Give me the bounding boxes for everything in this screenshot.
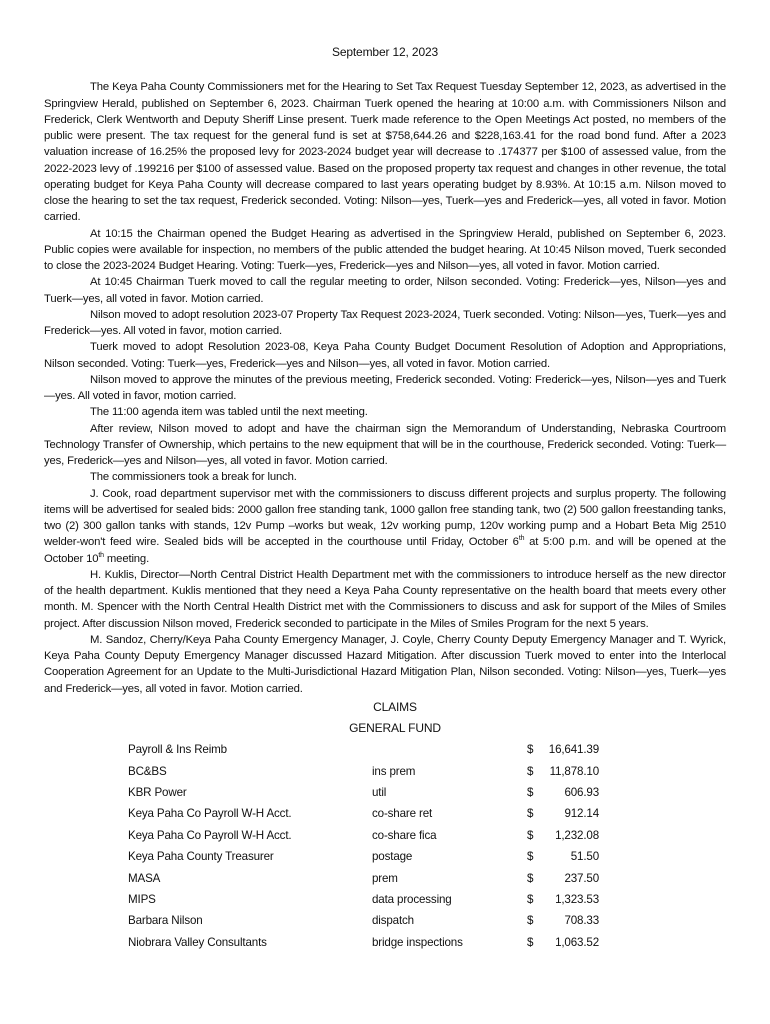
claim-vendor: Keya Paha Co Payroll W-H Acct. — [128, 828, 292, 842]
claim-currency: $ — [527, 828, 534, 842]
paragraph-hazard-mitigation: M. Sandoz, Cherry/Keya Paha County Emergency Manager, J. Coyle, Cherry County Deputy Emergency Manager and T. Wyrick, Keya Paha County Deputy Emergency Manager discussed Hazard Mitigation. After discussion Tuerk moved to enter into the Interlocal Cooperation Agreement for an Update to the Multi-Jurisdictional Hazard Mitigation Plan, Nilson seconded. Voting: Nilson—yes, Tuerk—yes and Frederick—yes, all voted in favor. Motion carried. — [44, 633, 726, 695]
paragraph-resolution-2023-07: Nilson moved to adopt resolution 2023-07 Property Tax Request 2023-2024, Tuerk seconded. Voting: Nilson—yes, Tuerk—yes and Frederick—yes. All voted in favor, motion carried. — [44, 308, 726, 337]
claim-amount: 1,323.53 — [555, 893, 599, 907]
paragraph-minutes: Nilson moved to approve the minutes of the previous meeting, Frederick seconded. Voting: Frederick—yes, Nilson—yes and Tuerk—yes. All voted in favor, motion carried. — [44, 373, 726, 402]
paragraph-surplus-property — [44, 486, 726, 567]
claim-vendor: Niobrara Valley Consultants — [128, 935, 267, 949]
claim-currency: $ — [527, 935, 534, 949]
table-row — [128, 761, 599, 782]
paragraph-resolution-2023-08: Tuerk moved to adopt Resolution 2023-08, Keya Paha County Budget Document Resolution of Adoption and Appropriations, Nilson seconded. Voting: Tuerk—yes, Frederick—yes and Nilson—yes, all voted in favor. Motion carried. — [44, 341, 726, 370]
paragraph-memorandum: After review, Nilson moved to adopt and have the chairman sign the Memorandum of Understanding, Nebraska Courtroom Technology Transfer of Ownership, which pertains to the new equipment that will be in the courthouse, Frederick seconded. Voting: Tuerk—yes, Frederick—yes and Nilson—yes, all voted in favor. Motion carried. — [44, 422, 726, 467]
claim-description: data processing — [372, 893, 452, 907]
claim-amount: 1,063.52 — [555, 935, 599, 949]
table-row — [128, 825, 599, 846]
claim-currency: $ — [527, 850, 534, 864]
claim-currency: $ — [527, 764, 534, 778]
claim-description: ins prem — [372, 764, 416, 778]
claim-vendor: MIPS — [128, 893, 156, 907]
claim-currency: $ — [527, 871, 534, 885]
claim-description: postage — [372, 850, 413, 864]
claim-description: util — [372, 786, 387, 800]
claim-amount: 606.93 — [564, 786, 599, 800]
paragraph-lunch: The commissioners took a break for lunch. — [90, 471, 297, 484]
surplus-text-part3: meeting. — [103, 552, 150, 565]
claim-vendor: Keya Paha Co Payroll W-H Acct. — [128, 807, 292, 821]
claim-currency: $ — [527, 786, 534, 800]
table-row — [128, 868, 599, 889]
claim-amount: 11,878.10 — [549, 764, 599, 778]
surplus-text-part2: at 5:00 p.m. and will be opened at the October 10 — [44, 536, 726, 565]
ordinal-suffix: th — [98, 551, 104, 559]
claim-amount: 51.50 — [570, 850, 599, 864]
claim-description: bridge inspections — [372, 935, 463, 949]
claim-description: co-share fica — [372, 828, 437, 842]
table-row — [128, 889, 599, 910]
paragraph-tax-hearing: The Keya Paha County Commissioners met for the Hearing to Set Tax Request Tuesday September 12, 2023, as advertised in the Springview Herald, published on September 6, 2023. Chairman Tuerk opened the hearing at 10:00 a.m. with Commissioners Nilson and Frederick, Clerk Wentworth and Deputy Sheriff Linse present. Tuerk made reference to the Open Meetings Act posted, no members of the public were present. The tax request for the general fund is set at $758,644.26 and $228,163.41 for the road bond fund. After a 2023 valuation increase of 16.25% the proposed levy for 2023-2024 budget year will decrease to .174377 per $100 of assessed value, from the 2022-2023 levy of .199216 per $100 of assessed value. Based on the proposed property tax request and changes in other revenue, the total operating budget for Keya Paha County will decrease compared to last years operating budget by 8.93%. At 10:15 a.m. Nilson moved to close the hearing to set the tax request, Frederick seconded. Voting: Nilson—yes, Tuerk—yes and Frederick—yes, all voted in favor. Motion carried. — [44, 81, 726, 224]
table-row — [128, 932, 599, 953]
claim-amount: 912.14 — [564, 807, 599, 821]
paragraph-regular-meeting: At 10:45 Chairman Tuerk moved to call the regular meeting to order, Nilson seconded. Voting: Frederick—yes, Nilson—yes and Tuerk—yes, all voted in favor. Motion carried. — [44, 276, 726, 305]
general-fund-heading: GENERAL FUND — [349, 721, 441, 736]
claim-currency: $ — [527, 807, 534, 821]
claim-amount: 16,641.39 — [548, 743, 599, 757]
claim-vendor: Payroll & Ins Reimb — [128, 743, 227, 757]
claim-description — [372, 740, 527, 761]
table-row — [128, 740, 599, 761]
paragraph-health-department: H. Kuklis, Director—North Central District Health Department met with the commissioners to introduce herself as the new director of the health department. Kuklis mentioned that they need a Keya Paha County representative on the health board that meets every other month. M. Spencer with the North Central Health District met with the Commissioners to discuss and ask for support of the Miles of Smiles project. After discussion Nilson moved, Frederick seconded to participate in the Miles of Smiles Program for the next 5 years. — [44, 568, 726, 630]
claim-currency: $ — [527, 914, 534, 928]
claim-currency: $ — [527, 743, 534, 757]
paragraph-budget-hearing: At 10:15 the Chairman opened the Budget Hearing as advertised in the Springview Herald, published on September 6, 2023. Public copies were available for inspection, no members of the public attended the budget hearing. At 10:45 Nilson moved, Tuerk seconded to close the 2023-2024 Budget Hearing. Voting: Tuerk—yes, Frederick—yes and Nilson—yes, all voted in favor. Motion carried. — [44, 227, 726, 272]
ordinal-suffix: th — [518, 535, 525, 543]
claim-vendor: Keya Paha County Treasurer — [128, 850, 274, 864]
table-row — [128, 783, 599, 804]
claims-table — [128, 740, 599, 954]
claim-amount: 708.33 — [564, 914, 599, 928]
table-row — [128, 911, 599, 932]
claim-description: dispatch — [372, 914, 414, 928]
claim-vendor: KBR Power — [128, 786, 187, 800]
claims-heading: CLAIMS — [373, 699, 417, 714]
table-row — [128, 804, 599, 825]
meeting-date: September 12, 2023 — [331, 45, 439, 59]
document-page — [44, 44, 726, 954]
claim-amount: 237.50 — [564, 871, 599, 885]
surplus-text-part1: J. Cook, road department supervisor met with the commissioners to discuss different projects and surplus property. The following items will be advertised for sealed bids: 2000 gallon free standing tank, 1000 gallon free standing tank, two (2) 500 gallon freestanding tanks, two (2) 300 gallon tanks with stands, 12v Pump –works but weak, 12v working pump, 120v working pump and a Hobart Beta Mig 2510 welder-won't feed wire. Sealed bids will be accepted in the courthouse until Friday, October 6 — [44, 487, 726, 549]
claim-vendor: MASA — [128, 871, 161, 885]
claim-currency: $ — [527, 893, 534, 907]
table-row — [128, 847, 599, 868]
claim-description: prem — [372, 871, 398, 885]
claim-description: co-share ret — [372, 807, 433, 821]
claim-vendor: BC&BS — [128, 764, 167, 778]
claim-amount: 1,232.08 — [555, 828, 599, 842]
claim-vendor: Barbara Nilson — [128, 914, 203, 928]
paragraph-agenda-tabled: The 11:00 agenda item was tabled until the next meeting. — [90, 406, 368, 419]
